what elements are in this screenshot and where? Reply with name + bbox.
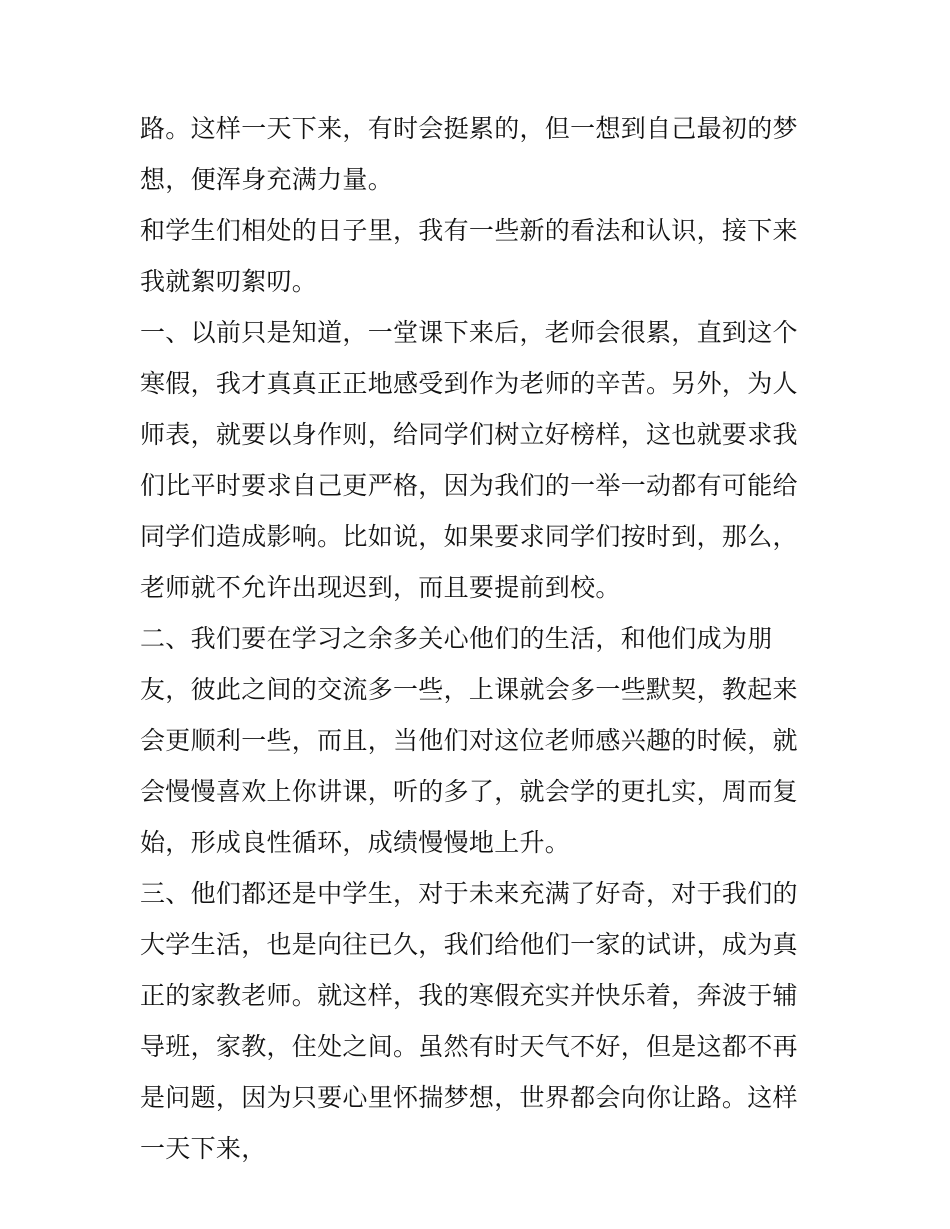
paragraph-point-three: 三、他们都还是中学生，对于未来充满了好奇，对于我们的大学生活，也是向往已久，我们给他们一家的试讲，成为真正的家教老师。就这样，我的寒假充实并快乐着，奔波于辅导班，家教，住处之间。虽然有时天气不好，但是这都不再是问题，因为只要心里怀揣梦想，世界都会向你让路。这样一天下来，	[140, 879, 798, 1163]
document-body	[140, 103, 815, 1174]
paragraph-point-two: 二、我们要在学习之余多关心他们的生活，和他们成为朋友，彼此之间的交流多一些，上课就会多一些默契，教起来会更顺利一些，而且，当他们对这位老师感兴趣的时候，就会慢慢喜欢上你讲课，听的多了，就会学的更扎实，周而复始，形成良性循环，成绩慢慢地上升。	[140, 624, 798, 857]
paragraph-intro: 和学生们相处的日子里，我有一些新的看法和认识，接下来我就絮叨絮叨。	[140, 216, 798, 296]
paragraph-continuation: 路。这样一天下来，有时会挺累的，但一想到自己最初的梦想，便浑身充满力量。	[140, 114, 798, 194]
paragraph-point-one: 一、以前只是知道，一堂课下来后，老师会很累，直到这个寒假，我才真真正正地感受到作为老师的辛苦。另外，为人师表，就要以身作则，给同学们树立好榜样，这也就要求我们比平时要求自己更严格，因为我们的一举一动都有可能给同学们造成影响。比如说，如果要求同学们按时到，那么，老师就不允许出现迟到，而且要提前到校。	[140, 318, 798, 602]
